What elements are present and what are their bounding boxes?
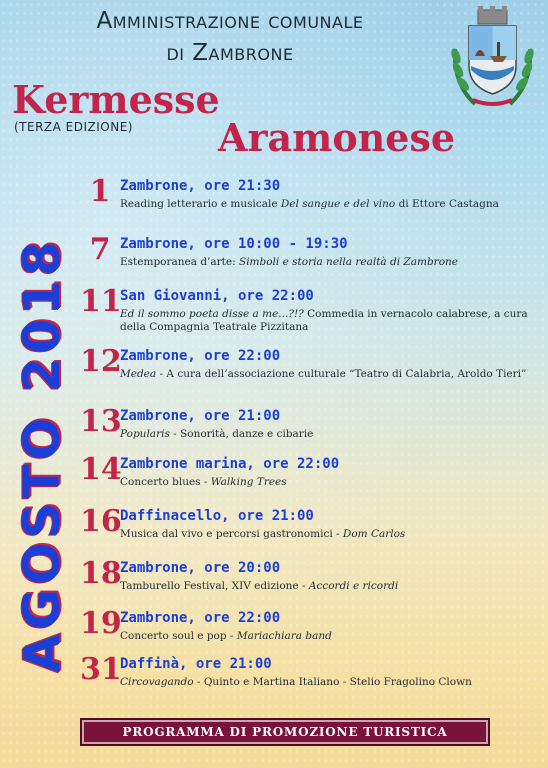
organizer-line-1: Amministrazione comunale [96, 8, 364, 34]
event-description-part: di Ettore Castagna [395, 198, 499, 210]
event-description-part: Estemporanea d’arte: [120, 256, 239, 268]
event-day: 12 [80, 344, 122, 379]
event-description-part: - Quinto e Martina Italiano - Stelio Fragolino Clown [193, 676, 472, 688]
event-place-time: Zambrone, ore 22:00 [120, 348, 281, 364]
event-description [120, 528, 540, 541]
event-description-part: Commedia in vernacolo calabrese, a cura della Compagnia Teatrale Pizzitana [120, 308, 528, 333]
event-place-time: Zambrone, ore 10:00 - 19:30 [120, 236, 348, 252]
event-description-part: - A cura dell’associazione culturale “Teatro di Calabria, Aroldo Tieri” [156, 368, 527, 380]
banner-text: PROGRAMMA DI PROMOZIONE TURISTICA [122, 725, 448, 739]
event-place-time: Zambrone, ore 20:00 [120, 560, 281, 576]
event-day: 13 [80, 404, 122, 439]
event-description-part: Mariachiara band [236, 630, 332, 642]
event-description-part: Simboli e storia nella realtà di Zambrone [239, 256, 458, 268]
event-description-part: Medea [120, 368, 157, 380]
municipal-crest-icon [445, 4, 540, 112]
event-description-part: Accordi e ricordi [308, 580, 399, 592]
footer-banner [80, 718, 490, 746]
event-day: 1 [89, 174, 111, 209]
event-place-time: Zambrone, ore 21:00 [120, 408, 281, 424]
event-day: 11 [80, 284, 122, 319]
event-description [120, 676, 540, 689]
event-place-time: Zambrone, ore 21:30 [120, 178, 281, 194]
event-description [120, 580, 540, 593]
event-description-part: Concerto blues - [120, 476, 211, 488]
event-place-time: Zambrone marina, ore 22:00 [120, 456, 340, 472]
event-description-part: Del sangue e del vino [280, 198, 396, 210]
event-description-part: Popularis [120, 428, 170, 440]
event-description-part: - Sonorità, danze e cibarie [169, 428, 314, 440]
event-day: 7 [89, 232, 111, 267]
event-description [120, 476, 540, 489]
event-description-part: Reading letterario e musicale [120, 198, 281, 210]
event-description [120, 368, 540, 381]
event-place-time: Zambrone, ore 22:00 [120, 610, 281, 626]
event-title-line-1: Kermesse [12, 77, 220, 122]
month-year-vertical: AGOSTO 2018 [13, 237, 71, 673]
event-description [120, 198, 540, 211]
event-description [120, 428, 540, 441]
event-day: 18 [80, 556, 122, 591]
event-description-part: Tamburello Festival, XIV edizione - [120, 580, 309, 592]
event-place-time: San Giovanni, ore 22:00 [120, 288, 314, 304]
edition-label: (TERZA EDIZIONE) [14, 120, 133, 134]
event-description-part: Dom Carlos [342, 528, 406, 540]
event-day: 31 [80, 652, 122, 687]
event-place-time: Daffinacello, ore 21:00 [120, 508, 314, 524]
event-title-line-2: Aramonese [218, 115, 456, 160]
event-description [120, 630, 540, 643]
event-place-time: Daffinà, ore 21:00 [120, 656, 272, 672]
event-description [120, 256, 540, 269]
event-description-part: Musica dal vivo e percorsi gastronomici - [120, 528, 343, 540]
event-description-part: Circovagando [120, 676, 194, 688]
event-description-part: Walking Trees [210, 476, 287, 488]
event-day: 14 [80, 452, 122, 487]
event-day: 19 [80, 606, 122, 641]
event-description [120, 308, 540, 334]
event-day: 16 [80, 504, 122, 539]
event-description-part: Concerto soul e pop - [120, 630, 237, 642]
event-description-part: Ed il sommo poeta disse a me...?!? [120, 308, 304, 320]
organizer-line-2: di Zambrone [166, 40, 294, 66]
